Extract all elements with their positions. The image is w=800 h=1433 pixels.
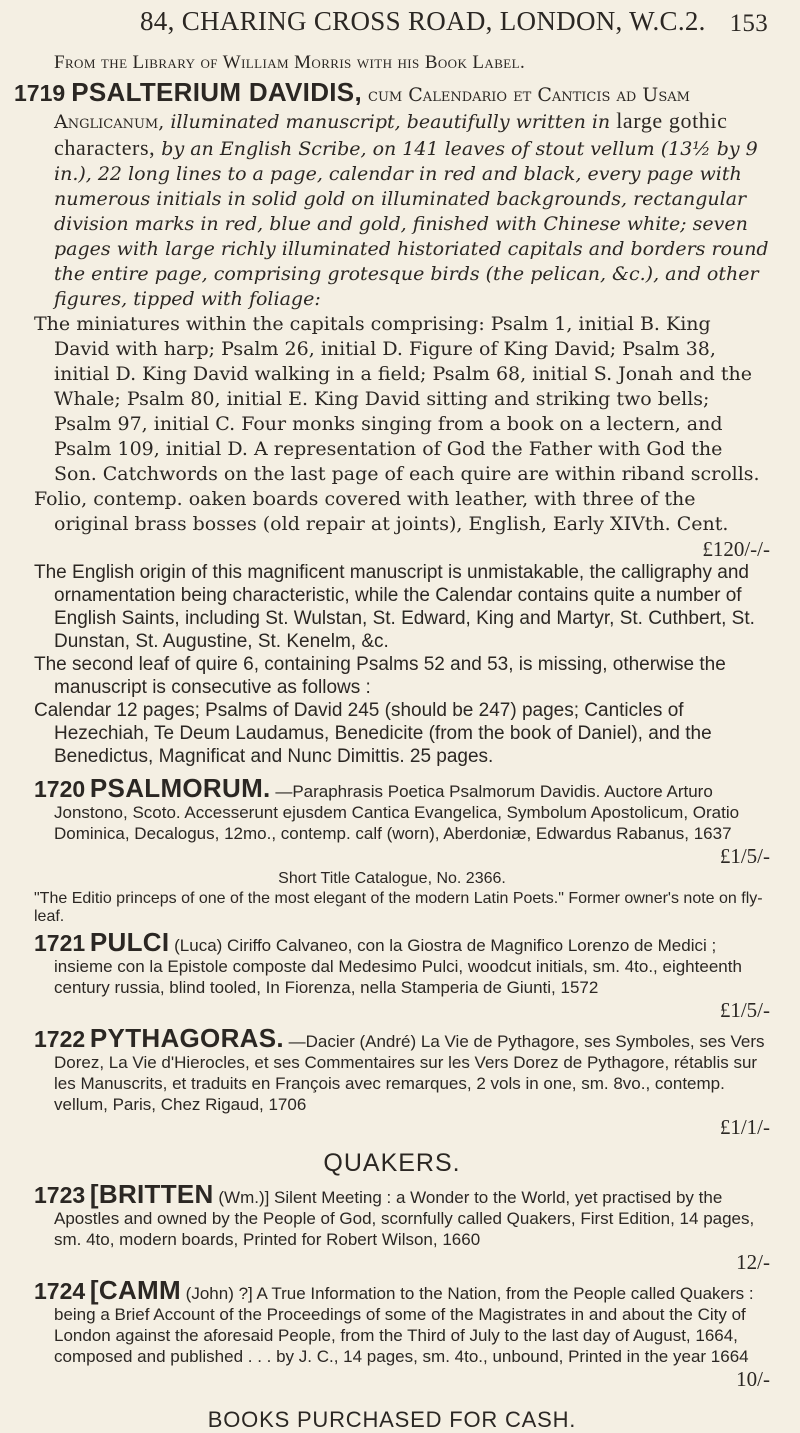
lot-text: —Dacier (André) La Vie de Pythagore, ses Symboles, ses Vers Dorez, La Vie d'Hierocles, et ses Commentaires sur les Vers Dorez de Pythagore, rétablis sur les Manuscrits, et traduits en François avec remarques, 2 vols in one, sm. 8vo., contemp. vellum, Paris, Chez Rigaud, 1706 [54,1032,765,1114]
lot-title: [BRITTEN [89,1179,214,1209]
lot-quote: "The Editio princeps of one of the most elegant of the modern Latin Poets." Former owner's note on fly-leaf. [34,890,763,925]
lot-entry-1720 [14,773,770,926]
lot-description [14,77,770,312]
header-address: 84, CHARING CROSS ROAD, LONDON, W.C.2. [140,6,706,36]
lot-entry-1719 [14,77,770,768]
lot-text: (John) ?] A True Information to the Nation, from the People called Quakers : being a Brief Account of the Proceedings of some of the Magistrates in and about the City of London against the aforesaid People, from the Third of July to the last day of August, 1664, composed and published . . . by J. C., 14 pages, sm. 4to., unbound, Printed in the year 1664 [54,1284,754,1366]
lot-price: 10/- [736,1367,770,1391]
lot-description [14,1179,770,1250]
lot-number: 1723 [34,1182,86,1208]
lot-number: 1720 [34,776,86,802]
lot-price: £1/5/- [719,998,770,1022]
lot-entry-1721 [14,927,770,1022]
lot-price: £120/-/- [702,537,770,561]
lot-number: 1722 [34,1026,86,1052]
lot-title: PYTHAGORAS. [89,1023,284,1053]
lot-title: [CAMM [89,1275,181,1305]
note-paragraph: The second leaf of quire 6, containing Psalms 52 and 53, is missing, otherwise the manuscript is consecutive as follows : [34,654,726,698]
blackletter-text: large gothic characters, [54,108,728,160]
lot-title: PSALMORUM. [89,773,271,803]
note-paragraph: Calendar 12 pages; Psalms of David 245 (should be 247) pages; Canticles of Hezechiah, Te Deum Laudamus, Benedicite (from the book of Daniel), and the Benedictus, Magnificat and Nunc Dimittis. 25 pages. [34,700,712,767]
lot-intro: cum Calendario et Canticis ad Usam Anglicanum, [54,84,690,133]
lot-entry-1723 [14,1179,770,1274]
binding-paragraph: Folio, contemp. oaken boards covered with leather, with three of the original brass bosses (old repair at joints), English, Early XIVth. Cent. [34,488,729,535]
lot-text: (Wm.)] Silent Meeting : a Wonder to the World, yet practised by the Apostles and owned by the People of God, scornfully called Quakers, First Edition, 14 pages, sm. 4to, modern boards, Printed for Robert Wilson, 1660 [54,1188,755,1249]
catalogue-reference: Short Title Catalogue, No. 2366. [278,870,506,887]
note-paragraph: The English origin of this magnificent manuscript is unmistakable, the calligraphy and ornamentation being characteristic, while the Calendar contains quite a number of English Saints, including St. Wulstan, St. Edward, King and Martyr, St. Cuthbert, St. Dunstan, St. Augustine, St. Kenelm, &c. [34,562,755,652]
lot-number: 1719 [14,80,66,106]
lot-entry-1722 [14,1023,770,1139]
page-number: 153 [729,10,768,37]
lot-description [14,1023,770,1115]
lot-text: (Luca) Ciriffo Calvaneo, con la Giostra de Magnifico Lorenzo de Medici ; insieme con la Epistole composte dal Medesimo Pulci, woodcut initials, sm. 4to., eighteenth century russia, blind tooled, In Fiorenza, nella Stamperia de Giunti, 1572 [54,936,742,997]
lot-text: —Paraphrasis Poetica Psalmorum Davidis. Auctore Arturo Jonstono, Scoto. Accesserunt ejusdem Cantica Evangelica, Symbolum Apostolicum, Oratio Dominica, Decalogus, 12mo., contemp. calf (worn), Aberdoniæ, Edwardus Rabanus, 1637 [54,782,740,843]
provenance-heading: From the Library of William Morris with his Book Label. [54,52,526,73]
footer-banner: BOOKS PURCHASED FOR CASH. [207,1407,577,1432]
lot-price: 12/- [736,1250,770,1274]
lot-text: illuminated manuscript, beautifully written in [170,111,611,133]
lot-price: £1/1/- [719,1115,770,1139]
lot-description [14,773,770,844]
section-heading: QUAKERS. [323,1149,461,1177]
lot-number: 1721 [34,930,86,956]
lot-title: PSALTERIUM DAVIDIS, [71,77,362,107]
lot-price: £1/5/- [719,844,770,868]
lot-description [14,1275,770,1367]
miniatures-paragraph: The miniatures within the capitals comprising: Psalm 1, initial B. King David with harp; Psalm 26, initial D. Figure of King David; Psalm 38, initial D. King David walking in a field; Psalm 68, initial S. Jonah and the Whale; Psalm 80, initial E. King David sitting and striking two bells; Psalm 97, initial C. Four monks singing from a book on a lectern, and Psalm 109, initial D. A representation of God the Father with God the Son. Catchwords on the last page of each quire are within riband scrolls. [34,313,760,485]
lot-text-cont: by an English Scribe, on 141 leaves of stout vellum (13½ by 9 in.), 22 long lines to a page, calendar in red and black, every page with numerous initials in solid gold on illuminated backgrounds, rectangular division marks in red, blue and gold, finished with Chinese white; seven pages with large richly illuminated historiated capitals and borders round the entire page, comprising grotesque birds (the pelican, &c.), and other figures, tipped with foliage: [54,138,769,310]
lot-description [14,927,770,998]
lot-title: PULCI [89,927,170,957]
lot-entry-1724 [14,1275,770,1391]
page-header [14,4,770,50]
lot-number: 1724 [34,1278,86,1304]
